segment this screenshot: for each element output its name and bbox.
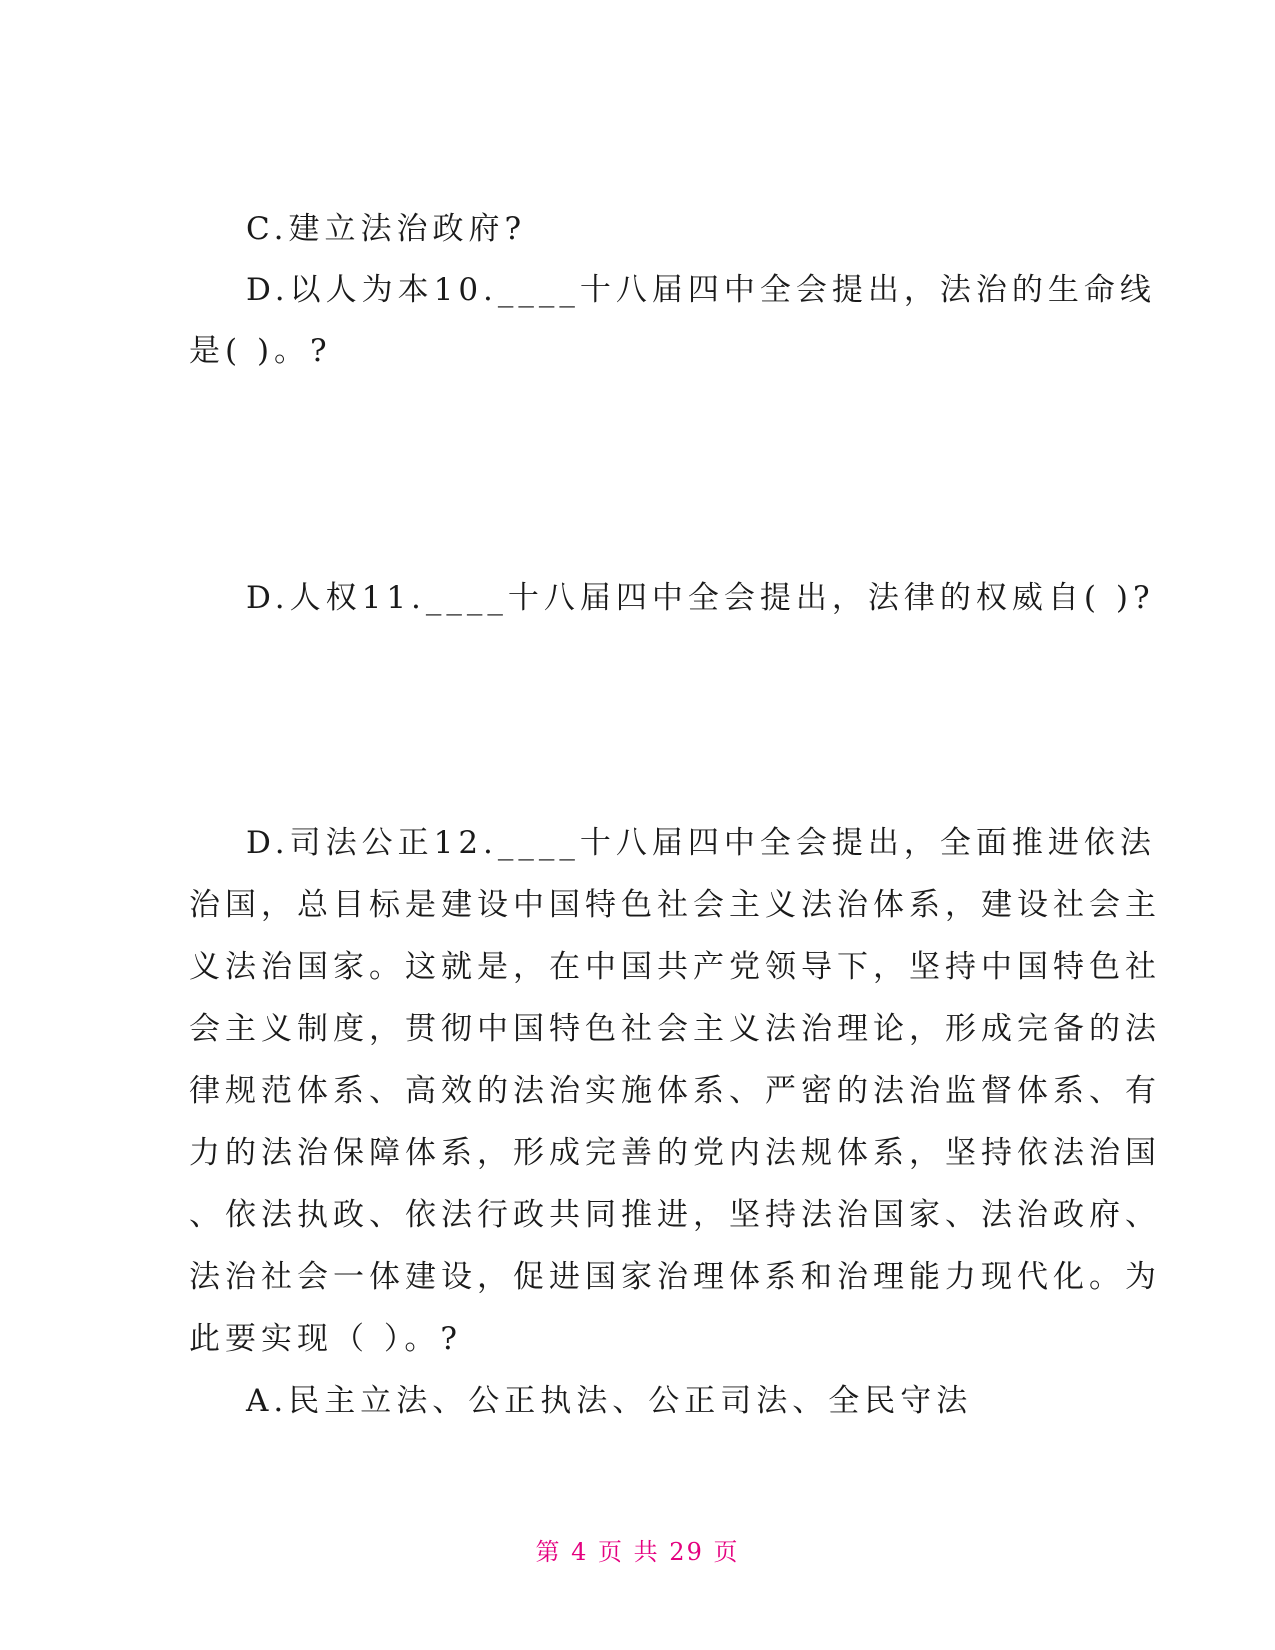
question-12-text-line-8: 此要实现（ ）。? [189, 1321, 462, 1357]
question-12-text-line-3: 会主义制度，贯彻中国特色社会主义法治理论，形成完备的法 [189, 1011, 1161, 1047]
option-d-question-10-line: D.以人为本10.____十八届四中全会提出，法治的生命线 [246, 272, 1156, 308]
option-c-line: C.建立法治政府? [246, 211, 527, 247]
question-12-text-line-4: 律规范体系、高效的法治实施体系、严密的法治监督体系、有 [189, 1073, 1161, 1109]
option-a-line: A.民主立法、公正执法、公正司法、全民守法 [246, 1383, 973, 1419]
question-12-text-line-6: 、依法执政、依法行政共同推进，坚持法治国家、法治政府、 [189, 1197, 1161, 1233]
question-12-text-line-1: 治国，总目标是建设中国特色社会主义法治体系，建设社会主 [189, 887, 1161, 923]
option-d-question-11-line: D.人权11.____十八届四中全会提出，法律的权威自( )? [246, 580, 1155, 616]
question-12-text-line-2: 义法治国家。这就是，在中国共产党领导下，坚持中国特色社 [189, 949, 1161, 985]
question-12-text-line-7: 法治社会一体建设，促进国家治理体系和治理能力现代化。为 [189, 1259, 1161, 1295]
question-12-text-line-5: 力的法治保障体系，形成完善的党内法规体系，坚持依法治国 [189, 1135, 1161, 1171]
option-d-question-12-line: D.司法公正12.____十八届四中全会提出，全面推进依法 [246, 825, 1156, 861]
question-10-continuation: 是( )。? [189, 333, 332, 369]
page-footer: 第 4 页 共 29 页 [535, 1538, 740, 1566]
